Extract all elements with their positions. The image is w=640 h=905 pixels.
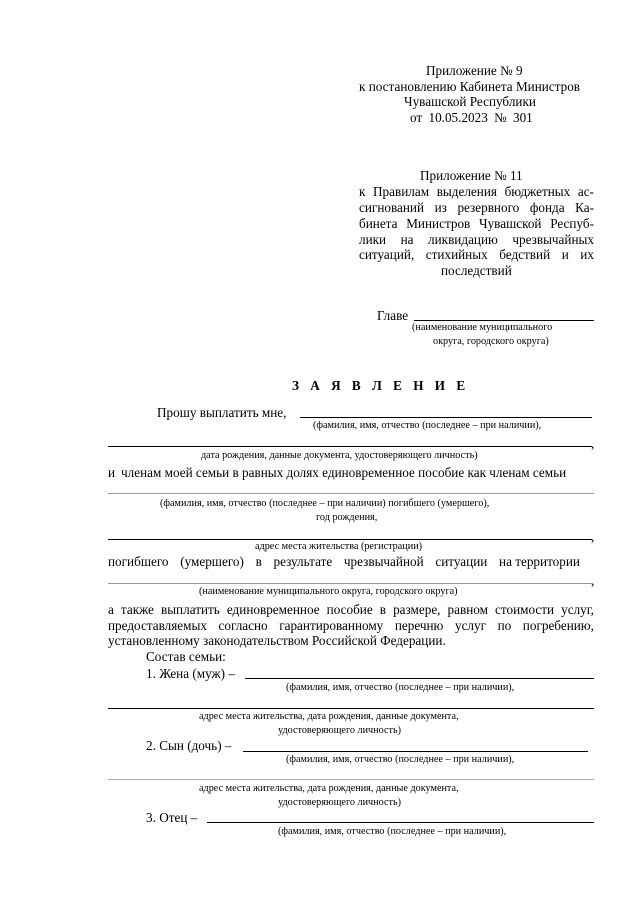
territory-field[interactable] xyxy=(108,583,592,584)
appendix-11-line3: сигнований из резервного фонда Ка- xyxy=(359,200,594,215)
paragraph-line-3: установленному законодательством Российской Федерации. xyxy=(108,633,446,648)
deceased-emergency-line: погибшего (умершего) в результате чрезвычайной ситуации на территории xyxy=(108,554,580,569)
comma-1: , xyxy=(591,436,595,451)
appendix-11-line7: последствий xyxy=(441,263,512,278)
appendix-11-line6: ситуаций, стихийных бедствий и их xyxy=(359,247,594,262)
family-line-and: и xyxy=(108,465,116,480)
member-3-hint-fio: (фамилия, имя, отчество (последнее – при наличии), xyxy=(278,826,507,837)
hint-deceased-2: год рождения, xyxy=(316,512,378,523)
comma-2: , xyxy=(591,529,595,544)
appendix-9-date: от 10.05.2023 № 301 xyxy=(410,110,533,125)
document-title: З А Я В Л Е Н И Е xyxy=(292,378,470,393)
deceased-fio-field[interactable] xyxy=(108,493,594,494)
member-1-hint-address-1: адрес места жительства, дата рождения, данные документа, xyxy=(199,711,459,722)
deceased-address-field[interactable] xyxy=(108,539,592,540)
addressee-hint-2: округа, городского округа) xyxy=(433,336,549,347)
addressee-hint-1: (наименование муниципального xyxy=(412,322,553,333)
appendix-11-line4: бинета Министров Чувашской Респуб- xyxy=(359,216,594,231)
member-2-label: 2. Сын (дочь) – xyxy=(146,738,232,753)
applicant-details-field[interactable] xyxy=(108,446,592,447)
member-1-hint-address-2: удостоверяющего личность) xyxy=(278,725,401,736)
hint-deceased-1: (фамилия, имя, отчество (последнее – при наличии) погибшего (умершего), xyxy=(160,498,490,509)
member-1-hint-fio: (фамилия, имя, отчество (последнее – при наличии), xyxy=(286,682,515,693)
member-2-details-field[interactable] xyxy=(108,779,594,780)
member-1-fio-field[interactable] xyxy=(245,678,594,679)
hint-applicant-details: дата рождения, данные документа, удостоверяющего личность) xyxy=(201,450,478,461)
family-heading: Состав семьи: xyxy=(146,649,226,664)
member-2-hint-fio: (фамилия, имя, отчество (последнее – при наличии), xyxy=(286,754,515,765)
hint-municipality: (наименование муниципального округа, городского округа) xyxy=(199,586,458,597)
appendix-9-label: Приложение № 9 xyxy=(426,63,523,78)
appendix-11-line5: лики на ликвидацию чрезвычайных xyxy=(359,232,594,247)
appendix-9-resolution: к постановлению Кабинета Министров xyxy=(359,79,581,94)
member-3-fio-field[interactable] xyxy=(207,822,594,823)
member-3-label: 3. Отец – xyxy=(146,810,198,825)
member-1-details-field[interactable] xyxy=(108,708,594,709)
appendix-9-republic: Чувашской Республики xyxy=(404,94,536,109)
member-1-label: 1. Жена (муж) – xyxy=(146,666,235,681)
member-2-hint-address-2: удостоверяющего личность) xyxy=(278,797,401,808)
hint-applicant-fio: (фамилия, имя, отчество (последнее – при наличии), xyxy=(313,420,542,431)
paragraph-line-2: предоставляемых согласно гарантированному перечню услуг по погребению, xyxy=(108,618,594,633)
appendix-11-label: Приложение № 11 xyxy=(420,168,523,183)
hint-deceased-address: адрес места жительства (регистрации) xyxy=(255,541,423,552)
comma-3: , xyxy=(591,573,595,588)
member-2-fio-field[interactable] xyxy=(243,751,588,752)
appendix-11-line2: к Правилам выделения бюджетных ас- xyxy=(359,184,594,199)
family-line-text: членам моей семьи в равных долях единовременное пособие как членам семьи xyxy=(121,465,567,480)
addressee-field-line[interactable] xyxy=(414,320,594,321)
member-2-hint-address-1: адрес места жительства, дата рождения, данные документа, xyxy=(199,783,459,794)
applicant-fio-field[interactable] xyxy=(300,417,592,418)
request-label: Прошу выплатить мне, xyxy=(157,405,287,420)
paragraph-line-1: а также выплатить единовременное пособие в размере, равном стоимости услуг, xyxy=(108,602,594,617)
addressee-label: Главе xyxy=(377,308,409,323)
